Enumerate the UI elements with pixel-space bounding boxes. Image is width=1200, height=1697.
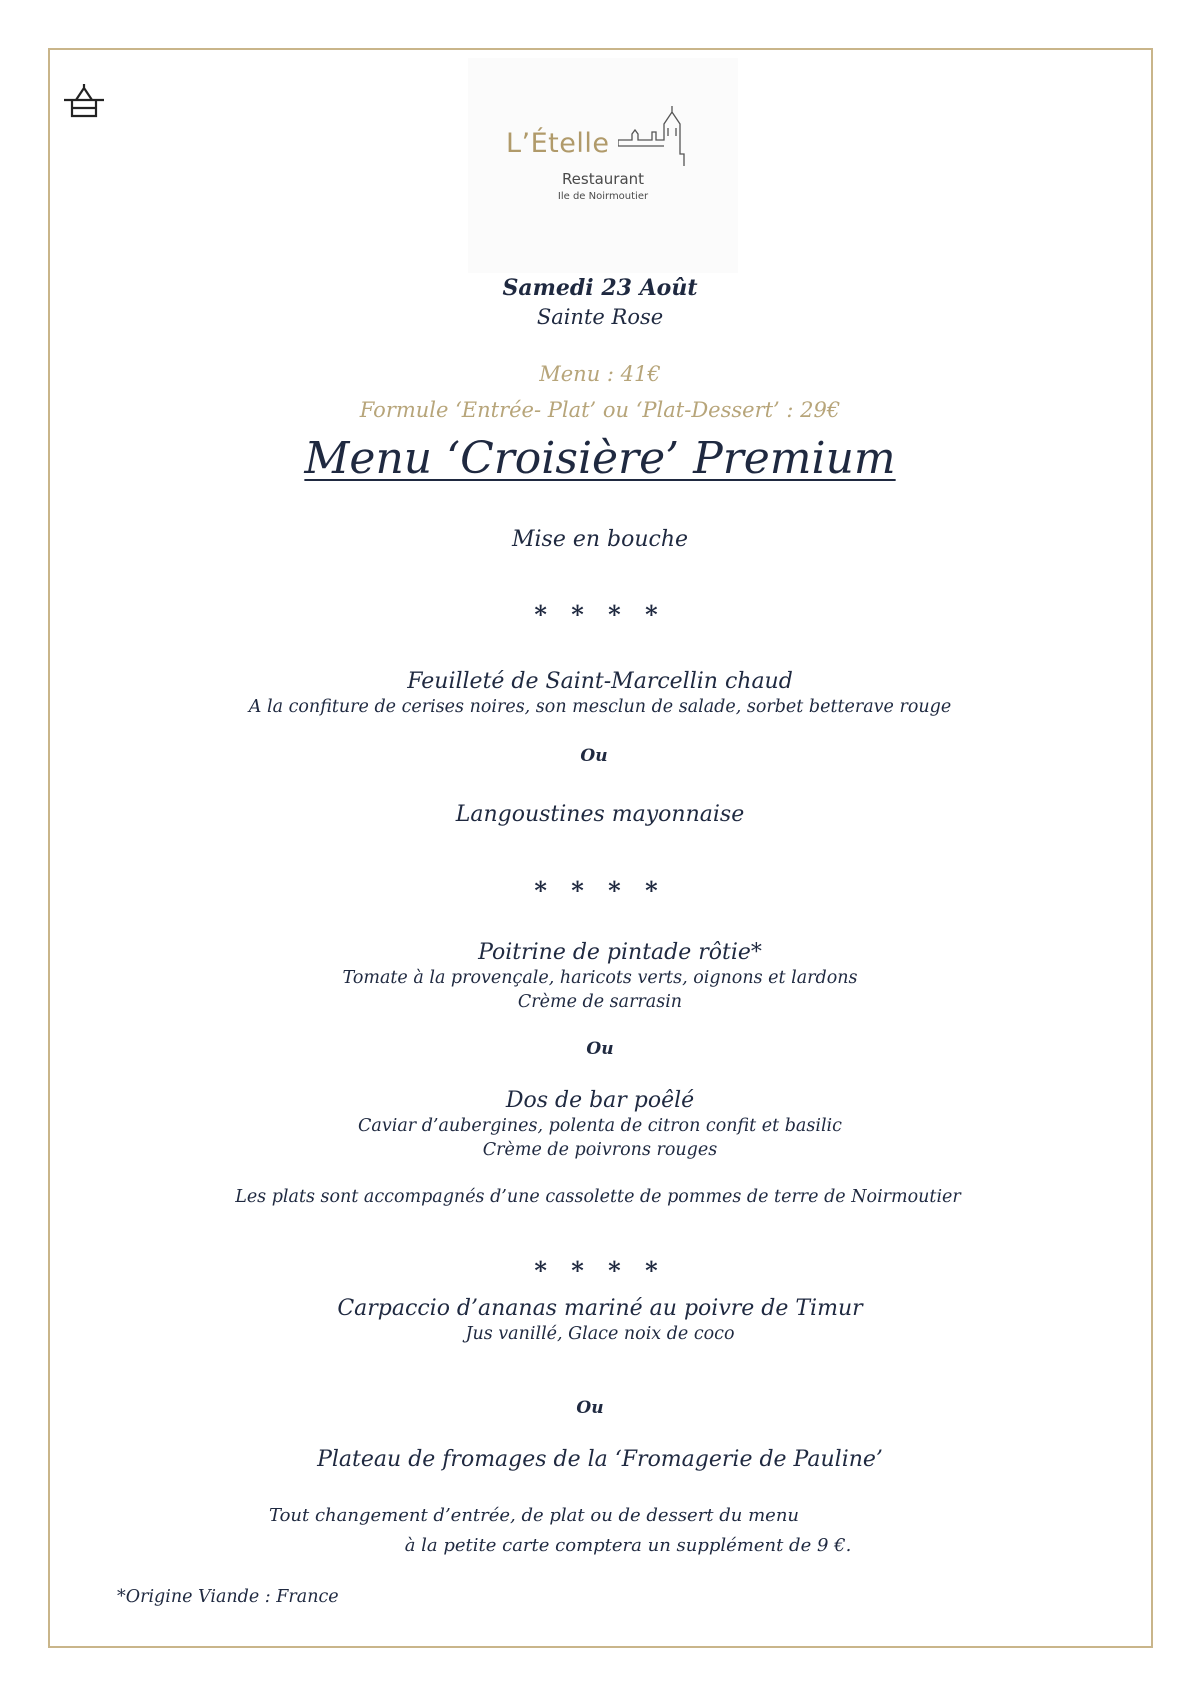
restaurant-logo	[468, 58, 738, 273]
main-2-desc: Caviar d’aubergines, polenta de citron confit et basilic	[358, 1116, 842, 1136]
or-label: Ou	[576, 1398, 604, 1418]
dessert-2-name: Plateau de fromages de la ‘Fromagerie de Pauline’	[317, 1447, 883, 1472]
course-separator: * * * *	[534, 1256, 666, 1285]
amuse-bouche: Mise en bouche	[511, 527, 689, 552]
dessert-1-name: Carpaccio d’ananas mariné au poivre de Timur	[337, 1296, 863, 1321]
menu-date: Samedi 23 Août	[502, 275, 698, 301]
or-label: Ou	[580, 746, 608, 766]
main-2-name: Dos de bar poêlé	[505, 1088, 695, 1113]
starter-2-name: Langoustines mayonnaise	[455, 802, 745, 827]
castle-outline-icon	[618, 106, 698, 168]
mains-note: Les plats sont accompagnés d’une cassolette de pommes de terre de Noirmoutier	[235, 1187, 961, 1207]
main-1-desc2: Crème de sarrasin	[517, 992, 683, 1012]
logo-subtitle: Restaurant	[561, 170, 645, 188]
meat-origin-footnote: *Origine Viande : France	[117, 1587, 339, 1607]
dessert-1-desc: Jus vanillé, Glace noix de coco	[465, 1324, 735, 1344]
logo-name: L’Ételle	[506, 128, 610, 159]
logo-location: Ile de Noirmoutier	[557, 191, 649, 202]
menu-price: Menu : 41€	[539, 362, 661, 386]
main-1-desc: Tomate à la provençale, haricots verts, oignons et lardons	[342, 968, 858, 988]
starter-1-desc: A la confiture de cerises noires, son mesclun de salade, sorbet betterave rouge	[248, 697, 952, 717]
starter-1-name: Feuilleté de Saint-Marcellin chaud	[407, 669, 793, 694]
main-2-desc2: Crème de poivrons rouges	[482, 1140, 718, 1160]
supplement-note-line2: à la petite carte comptera un supplément de 9 €.	[404, 1535, 852, 1556]
house-outline-icon	[62, 82, 106, 118]
menu-title: Menu ‘Croisière’ Premium	[304, 433, 896, 484]
main-1-name: Poitrine de pintade rôtie*	[478, 940, 762, 965]
course-separator: * * * *	[534, 876, 666, 905]
course-separator: * * * *	[534, 600, 666, 629]
or-label: Ou	[586, 1039, 614, 1059]
saint-of-day: Sainte Rose	[536, 305, 664, 329]
formule-price: Formule ‘Entrée- Plat’ ou ‘Plat-Dessert’ : 29€	[359, 398, 841, 422]
supplement-note-line1: Tout changement d’entrée, de plat ou de dessert du menu	[268, 1505, 800, 1526]
